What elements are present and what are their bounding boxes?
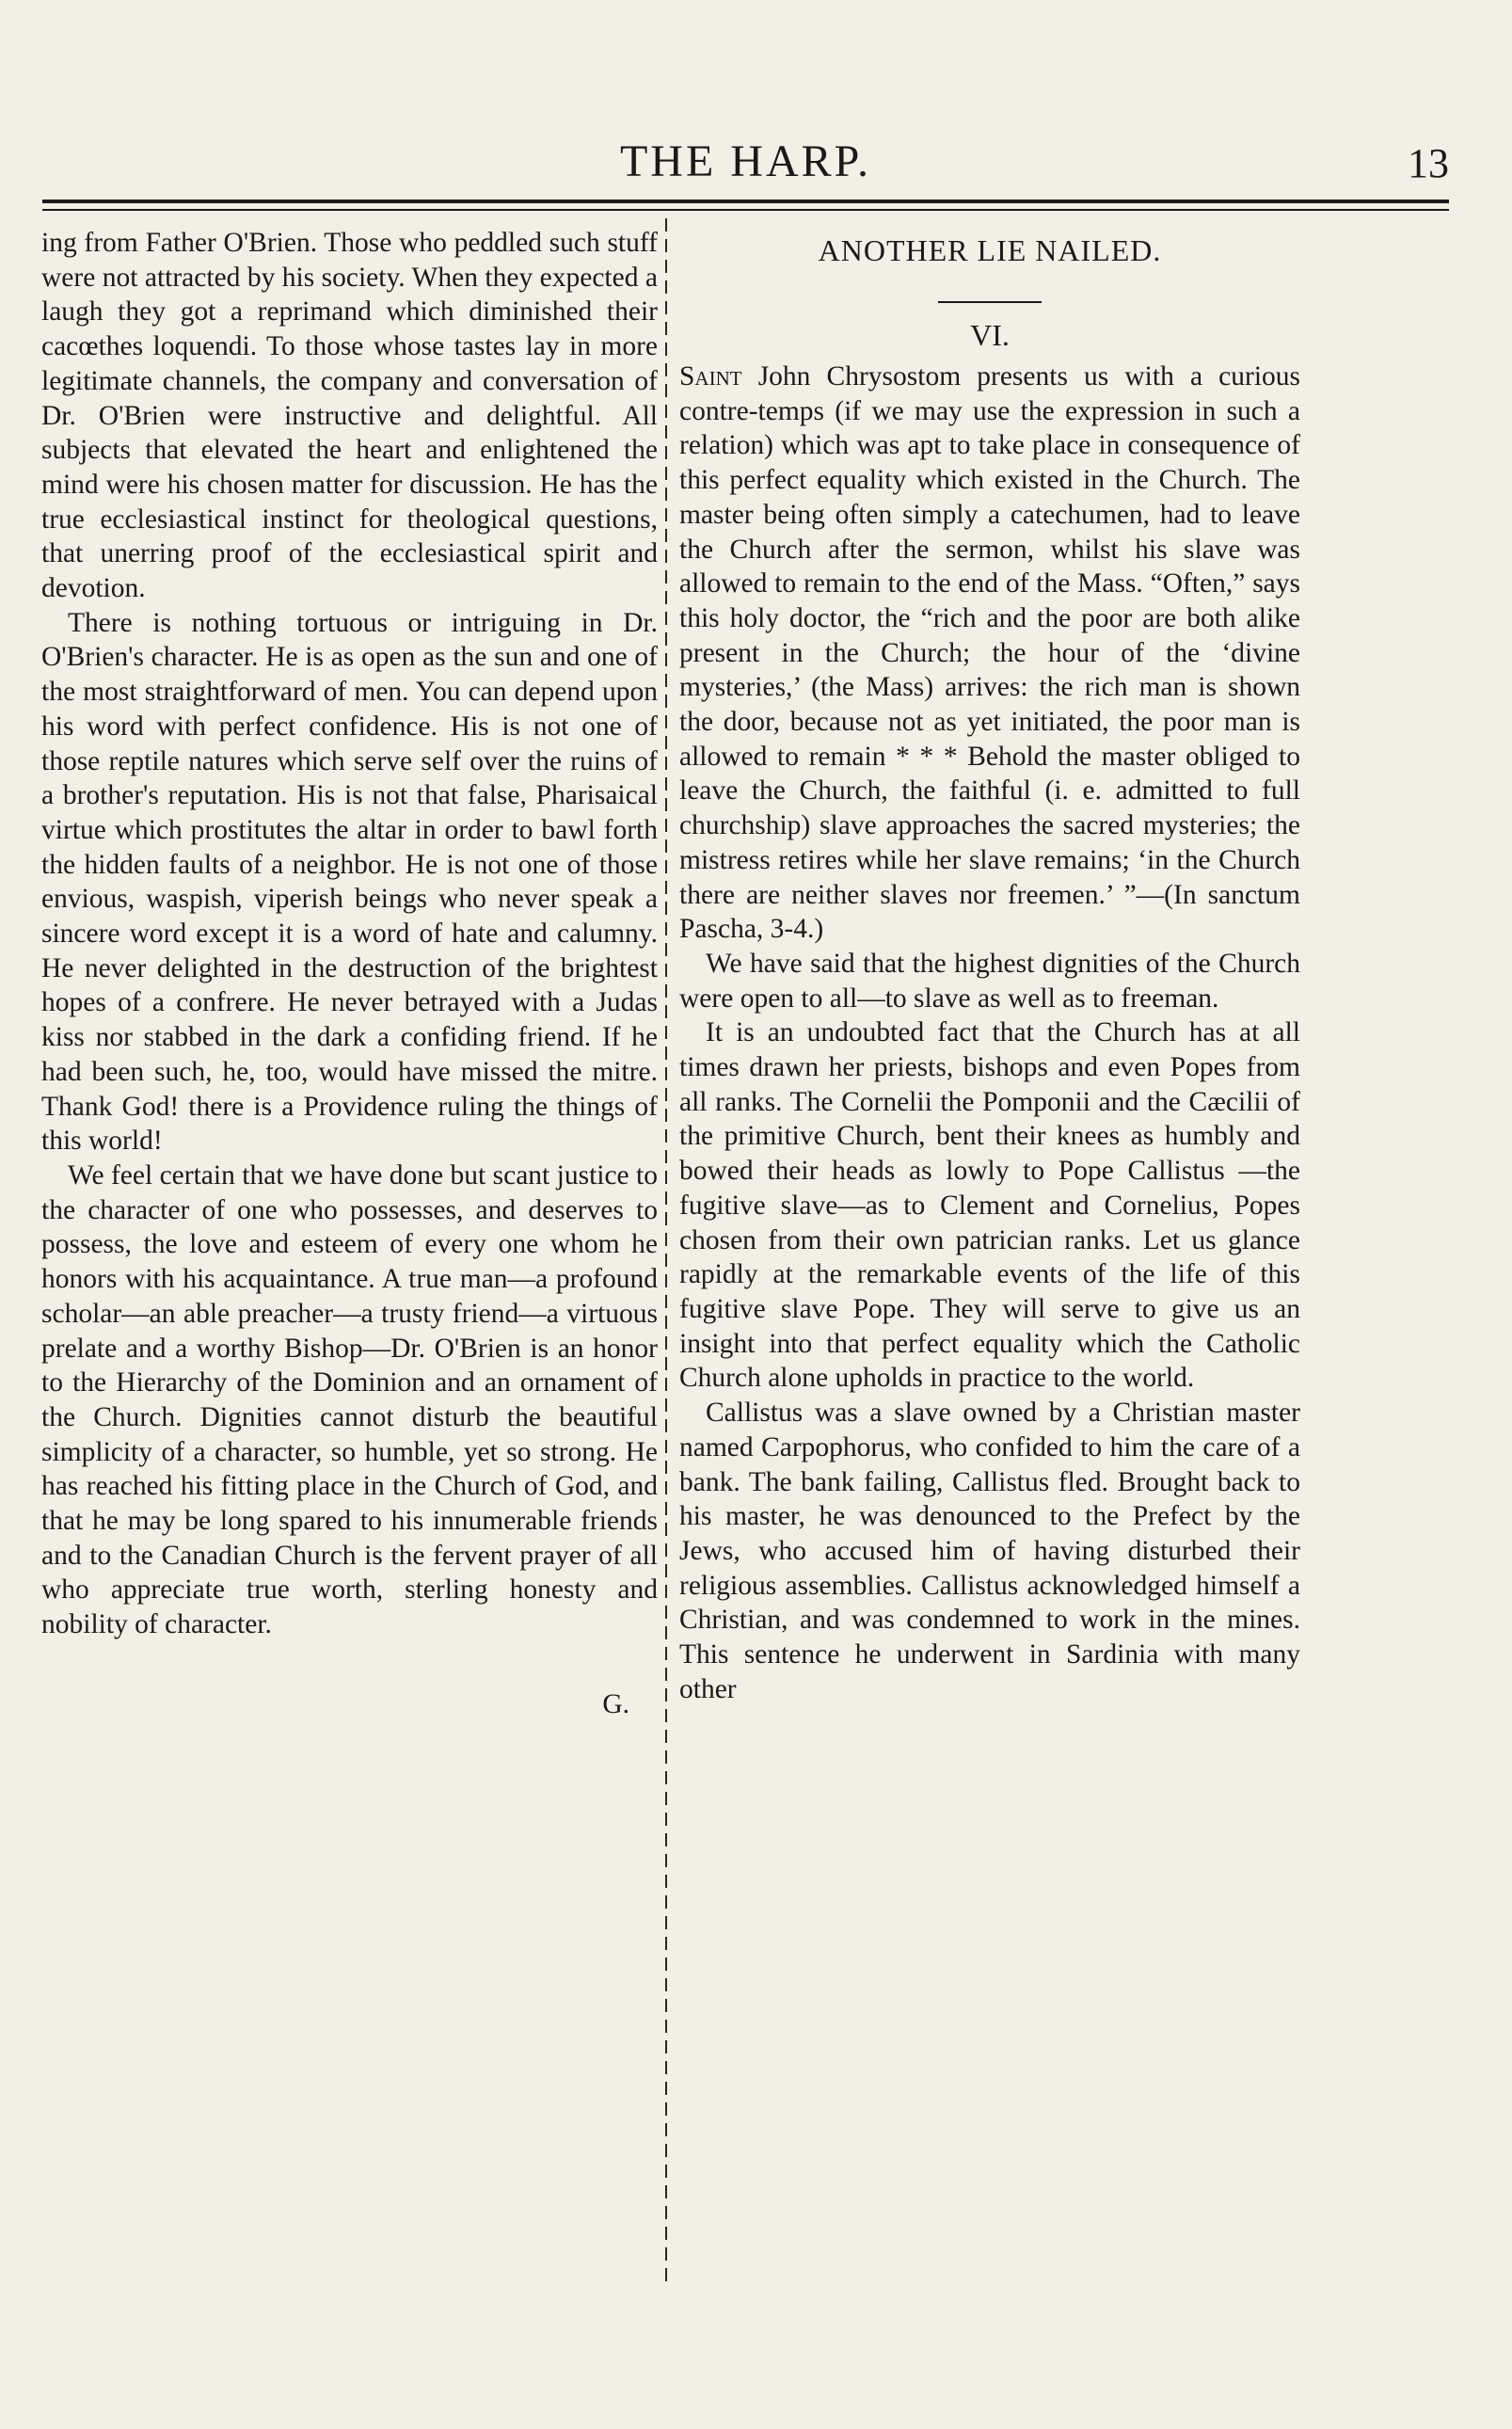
right-paragraph-2: We have said that the highest dignities of the Church were open to all—to slave as well as to freeman.	[679, 948, 1300, 1014]
article-signature: G.	[602, 1688, 629, 1719]
left-column	[41, 226, 658, 1722]
left-paragraph-3: We feel certain that we have done but scant justice to the character of one who possesses, and deserves to possess, the love and esteem of every one whom he honors with his acquaintance. A true man—a profound scholar—an able preacher—a trusty friend—a virtuous prelate and a worthy Bishop—Dr. O'Brien is an honor to the Hierarchy of the Dominion and an ornament of the Church. Dignities cannot disturb the beautiful simplicity of a character, so humble, yet so strong. He has reached his fitting place in the Church of God, and that he may be long spared to his innumerable friends and to the Canadian Church is the fervent prayer of all who appreciate true worth, sterling honesty and nobility of character.	[41, 1159, 658, 1640]
right-paragraph-4: Callistus was a slave owned by a Christian master named Carpophorus, who confided to him the care of a bank. The bank failing, Callistus fled. Brought back to his master, he was denounced to the Prefect by the Jews, who accused him of having disturbed their religious assemblies. Callistus acknowledged himself a Christian, and was condemned to work in the mines. This sentence he underwent in Sardinia with many other	[679, 1398, 1300, 1704]
header-rule-thin	[42, 209, 1449, 211]
lead-word: Saint	[679, 361, 742, 392]
masthead-title: THE HARP.	[619, 136, 872, 186]
left-paragraph-1: ing from Father O'Brien. Those who peddled such stuff were not attracted by his society. When they expected a laugh they got a reprimand which diminished their cacœthes loquendi. To those whose tastes lay in more legitimate channels, the company and conversation of Dr. O'Brien were instructive and delightful. All subjects that elevated the heart and enlightened the mind were his chosen matter for discussion. He has the true ecclesiastical instinct for theological questions, that unerring proof of the ecclesiastical spirit and devotion.	[41, 228, 658, 604]
page-header	[42, 132, 1449, 198]
article-heading: ANOTHER LIE NAILED.	[818, 233, 1162, 267]
right-paragraph-3: It is an undoubted fact that the Church has at all times drawn her priests, bishops and even Popes from all ranks. The Cornelii the Pomponii and the Cæcilii of the primitive Church, bent their knees as humbly and bowed their heads as lowly to Pope Callistus —the fugitive slave—as to Clement and Cornelius, Popes chosen from their own patrician ranks. Let us glance rapidly at the remarkable events of the life of this fugitive slave Pope. They will serve to give us an insight into that perfect equality which the Catholic Church alone upholds in practice to the world.	[679, 1017, 1300, 1394]
right-paragraph-1	[679, 360, 1300, 947]
right-column	[679, 226, 1300, 1706]
heading-rule	[938, 301, 1042, 303]
left-paragraph-2: There is nothing tortuous or intriguing in Dr. O'Brien's character. He is as open as the sun and one of the most straightforward of men. You can depend upon his word with perfect confidence. His is not one of those reptile natures which serve self over the ruins of a brother's reputation. His is not that false, Pharisaical virtue which prostitutes the altar in order to bawl forth the hidden faults of a neighbor. He is not one of those envious, waspish, viperish beings who never speak a sincere word except it is a word of hate and calumny. He never delighted in the destruction of the brightest hopes of a confrere. He never betrayed with a Judas kiss nor stabbed in the dark a confiding friend. If he had been such, he, too, would have missed the mitre. Thank God! there is a Providence ruling the things of this world!	[41, 607, 658, 1157]
column-divider	[665, 218, 667, 2289]
right-paragraph-1-text: John Chrysostom presents us with a curious contre-temps (if we may use the expression in such a relation) which was apt to take place in consequence of this perfect equality which existed in the Church. The master being often simply a catechumen, had to leave the Church after the sermon, whilst his slave was allowed to remain to the end of the Mass. “Often,” says this holy doctor, the “rich and the poor are both alike present in the Church; the hour of the ‘divine mysteries,’ (the Mass) arrives: the rich man is shown the door, because not as yet initiated, the poor man is allowed to remain * * * Behold the master obliged to leave the Church, the faithful (i. e. admitted to full churchship) slave approaches the sacred mysteries; the mistress retires while her slave remains; ‘in the Church there are neither slaves nor freemen.’ ”—(In sanctum Pascha, 3-4.)	[679, 361, 1300, 945]
page-number: 13	[1408, 140, 1449, 186]
header-rule-thick	[42, 200, 1449, 203]
section-number: VI.	[970, 318, 1010, 352]
